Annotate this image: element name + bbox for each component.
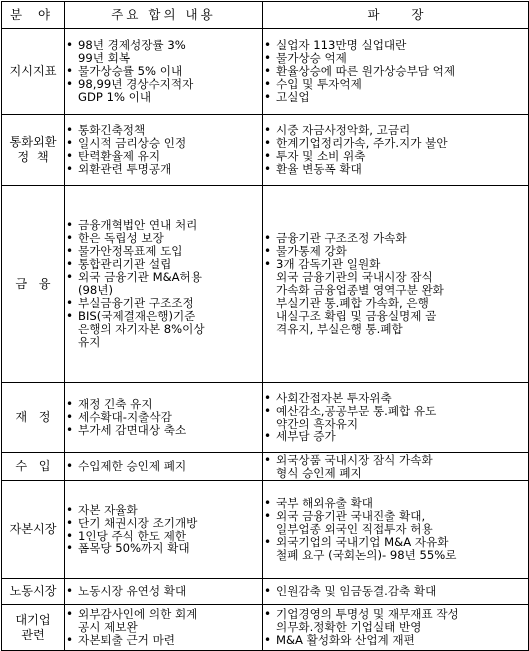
row-impact-cell — [263, 115, 529, 186]
agreement-item: • 노동시장 유연성 확대 — [65, 585, 262, 598]
impact-item: • 외국상품 국내시장 잠식 가속화 형식 승인제 폐지 — [263, 454, 528, 480]
agreement-item: • 자본 자율화 — [65, 504, 262, 517]
impact-item: • 세부담 증가 — [263, 430, 528, 443]
impact-item: • 실업자 113만명 실업대란 — [263, 39, 528, 52]
header-agreement — [65, 2, 263, 29]
row-category — [2, 115, 65, 186]
agreement-item: • 단기 채권시장 조기개방 — [65, 517, 262, 530]
impact-list — [263, 585, 528, 598]
agreement-item: • 외부감사인에 의한 회계 공시 제보완 — [65, 608, 262, 634]
row-category — [2, 29, 65, 115]
agreement-item: • BIS(국제결재은행)기준 은행의 자기자본 8%이상 유지 — [65, 310, 262, 349]
impact-item: • 시중 자금사정악화, 고금리 — [263, 124, 528, 137]
row-agreement-cell — [65, 453, 263, 481]
impact-item: • 한계기업정리가속, 주가.지가 불안 — [263, 137, 528, 150]
agreement-list — [65, 398, 262, 437]
impact-item: • 수입 및 투자억제 — [263, 78, 528, 91]
row-impact-cell — [263, 605, 529, 651]
agreement-list — [65, 124, 262, 176]
row-impact-cell — [263, 186, 529, 383]
row-category-label: 대기업 관련 — [15, 612, 51, 642]
agreement-list — [65, 585, 262, 598]
row-category-label: 자본시장 — [9, 522, 57, 536]
agreement-item: • 통합관리기관 설립 — [65, 258, 262, 271]
row-agreement-cell — [65, 186, 263, 383]
agreement-item: • 98년 경제성장률 3% 99년 회복 — [65, 39, 262, 65]
agreement-item: • 물가안정목표제 도입 — [65, 245, 262, 258]
table-row — [2, 481, 529, 579]
row-category-label: 수 입 — [15, 459, 51, 473]
impact-item: • 외국기업의 국내기업 M&A 자유화 철폐 요구 (국회논의)- 98년 55%로 — [263, 536, 528, 562]
impact-item: • 환율상승에 따른 원가상승부담 억제 — [263, 65, 528, 78]
agreement-item: • 자본퇴출 근거 마련 — [65, 634, 262, 647]
impact-list — [263, 124, 528, 176]
header-impact — [263, 2, 529, 29]
agreement-item: • 세수확대-지출삭감 — [65, 411, 262, 424]
header-agreement-label: 주요 합의 내용 — [111, 6, 216, 22]
impact-item: • 예산감소,공공부문 통.폐합 유도 약간의 흑자유지 — [263, 405, 528, 431]
row-impact-cell — [263, 29, 529, 115]
row-agreement-cell — [65, 579, 263, 605]
row-impact-cell — [263, 579, 529, 605]
impact-item: • 사회간접자본 투자위축 — [263, 392, 528, 405]
impact-list — [263, 608, 528, 647]
row-category-label: 노동시장 — [9, 584, 57, 598]
agreement-list — [65, 504, 262, 556]
row-agreement-cell — [65, 383, 263, 453]
agreement-list — [65, 608, 262, 647]
table-row — [2, 605, 529, 651]
row-category — [2, 186, 65, 383]
header-category — [2, 2, 65, 29]
impact-item: • 고실업 — [263, 91, 528, 104]
header-category-label: 분 야 — [9, 6, 57, 22]
agreement-list — [65, 460, 262, 473]
row-category — [2, 453, 65, 481]
agreement-table — [1, 1, 529, 651]
impact-list — [263, 392, 528, 444]
row-agreement-cell — [65, 29, 263, 115]
table-row — [2, 29, 529, 115]
table-row — [2, 579, 529, 605]
header-row — [2, 2, 529, 29]
agreement-item: • 외환관련 투명공개 — [65, 163, 262, 176]
table-row — [2, 115, 529, 186]
impact-item: • M&A 활성화와 산업계 재편 — [263, 634, 528, 647]
table-row — [2, 383, 529, 453]
table-row — [2, 186, 529, 383]
agreement-item: • 재정 긴축 유지 — [65, 398, 262, 411]
agreement-item: • 수입제한 승인제 폐지 — [65, 460, 262, 473]
impact-list — [263, 39, 528, 104]
impact-list — [263, 454, 528, 480]
row-category — [2, 481, 65, 579]
agreement-item: • 탄력환율제 유지 — [65, 150, 262, 163]
impact-list — [263, 232, 528, 335]
impact-item: • 외국 금융기관 국내진출 확대, 일부업종 외국인 직접투자 허용 — [263, 510, 528, 536]
row-agreement-cell — [65, 115, 263, 186]
agreement-item: • 1인당 주식 한도 제한 — [65, 530, 262, 543]
agreement-item: • 외국 금융기관 M&A허용 (98년) — [65, 271, 262, 297]
row-category-label: 금 융 — [15, 276, 51, 291]
impact-item: • 국부 해외유출 확대 — [263, 497, 528, 510]
impact-item: • 인원감축 및 임금동결.감축 확대 — [263, 585, 528, 598]
row-impact-cell — [263, 453, 529, 481]
agreement-list — [65, 219, 262, 348]
row-category — [2, 383, 65, 453]
impact-item: • 기업경영의 투명성 및 재무재표 작성 의무화.정확한 기업실태 반영 — [263, 608, 528, 634]
row-category-label: 재 정 — [15, 410, 51, 424]
impact-item: • 물가통제 강화 — [263, 245, 528, 258]
impact-item: • 물가상승 억제 — [263, 52, 528, 65]
header-impact-label: 파 장 — [367, 6, 424, 22]
agreement-item: • 통화긴축정책 — [65, 124, 262, 137]
impact-list — [263, 497, 528, 562]
row-impact-cell — [263, 481, 529, 579]
agreement-item: • 98,99년 경상수지적자 GDP 1% 이내 — [65, 78, 262, 104]
agreement-item: • 일시적 금리상승 인정 — [65, 137, 262, 150]
row-category-label: 지시지표 — [9, 64, 57, 78]
impact-item: • 3개 감독기관 일원화 외국 금융기관의 국내시장 잠식 가속화 금융업종별 영역구분 완화 부실기관 통.폐합 가속화, 은행 내실구조 확립 및 금융실명제 골 격유지, 부실은행 통.폐합 — [263, 258, 528, 335]
impact-item: • 환율 변동폭 확대 — [263, 163, 528, 176]
row-agreement-cell — [65, 481, 263, 579]
agreement-item: • 부실금융기관 구조조정 — [65, 297, 262, 310]
row-agreement-cell — [65, 605, 263, 651]
impact-item: • 투자 및 소비 위축 — [263, 150, 528, 163]
agreement-item: • 금융개혁법안 연내 처리 — [65, 219, 262, 232]
agreement-item: • 한은 독립성 보장 — [65, 232, 262, 245]
row-category-label: 통화외환 정 책 — [9, 135, 57, 164]
agreement-item: • 폼목당 50%까지 확대 — [65, 542, 262, 555]
agreement-item: • 물가상승률 5% 이내 — [65, 65, 262, 78]
row-impact-cell — [263, 383, 529, 453]
row-category — [2, 579, 65, 605]
impact-item: • 금융기관 구조조정 가속화 — [263, 232, 528, 245]
row-category — [2, 605, 65, 651]
agreement-list — [65, 39, 262, 104]
agreement-item: • 부가세 감면대상 축소 — [65, 424, 262, 437]
table-body — [2, 29, 529, 651]
table-row — [2, 453, 529, 481]
